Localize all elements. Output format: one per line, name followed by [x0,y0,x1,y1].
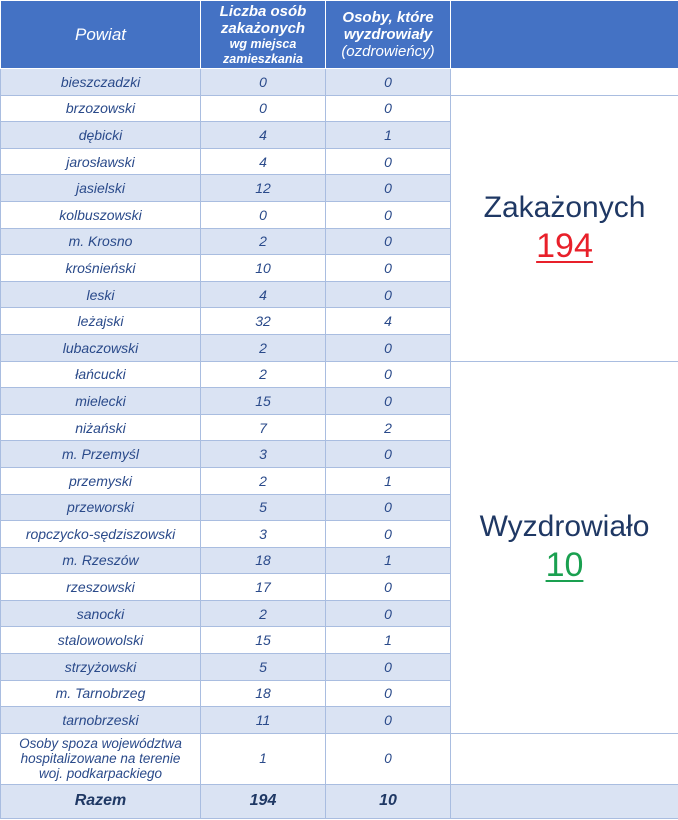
cell-recovered: 0 [326,95,451,122]
cell-recovered: 0 [326,654,451,681]
cell-name: leżajski [1,308,201,335]
extra-line2: hospitalizowane na terenie [20,751,181,767]
cell-name: mielecki [1,388,201,415]
table-row-total [1,784,678,818]
cell-name: łańcucki [1,361,201,388]
cell-recovered: 1 [326,627,451,654]
cell-recovered: 0 [326,441,451,468]
cell-name: stalowowolski [1,627,201,654]
total-label: Razem [1,784,201,818]
cell-infected: 2 [201,361,326,388]
recovered-summary-value: 10 [545,546,584,585]
cell-infected: 3 [201,521,326,548]
table-row-extra [1,733,678,784]
header-recovered-line3: (ozdrowieńcy) [341,43,435,60]
cell-recovered: 0 [326,707,451,734]
cell-infected: 15 [201,388,326,415]
header-infected [201,1,326,69]
cell-recovered: 0 [326,361,451,388]
header-recovered [326,1,451,69]
cell-name: sanocki [1,600,201,627]
cell-name: m. Krosno [1,228,201,255]
recovered-summary-label: Wyzdrowiało [479,510,650,544]
cell-infected: 15 [201,627,326,654]
cell-recovered: 2 [326,414,451,441]
cell-infected: 4 [201,122,326,149]
infected-summary-label: Zakażonych [483,191,646,225]
total-infected: 194 [201,784,326,818]
cell-recovered: 4 [326,308,451,335]
cell-infected: 18 [201,547,326,574]
cell-infected: 0 [201,201,326,228]
cell-name: brzozowski [1,95,201,122]
header-infected-line1: Liczba osób [219,2,307,20]
header-powiat: Powiat [1,1,201,69]
cell-infected: 2 [201,334,326,361]
header-recovered-line2: wyzdrowiały [343,26,433,43]
cell-name: m. Rzeszów [1,547,201,574]
extra-infected: 1 [201,733,326,784]
header-blank [451,1,678,69]
cell-recovered: 0 [326,228,451,255]
header-infected-line3: wg miejsca [229,36,297,51]
table-row [1,69,678,96]
infected-summary [451,95,678,361]
cell-name: lubaczowski [1,334,201,361]
cell-infected: 4 [201,148,326,175]
extra-line1: Osoby spoza województwa [19,736,182,752]
side-blank-top [451,69,678,96]
cell-infected: 32 [201,308,326,335]
cell-name: dębicki [1,122,201,149]
cell-recovered: 0 [326,281,451,308]
cell-infected: 4 [201,281,326,308]
cell-infected: 5 [201,494,326,521]
cell-recovered: 0 [326,334,451,361]
cell-name: m. Przemyśl [1,441,201,468]
cell-infected: 3 [201,441,326,468]
table-row [1,361,678,388]
cell-infected: 0 [201,69,326,96]
cell-recovered: 0 [326,388,451,415]
cell-recovered: 0 [326,494,451,521]
cell-name: przemyski [1,467,201,494]
header-row [1,1,678,69]
total-recovered: 10 [326,784,451,818]
cell-recovered: 0 [326,521,451,548]
header-infected-line4: zamieszkania [223,51,303,66]
cell-name: bieszczadzki [1,69,201,96]
cell-infected: 12 [201,175,326,202]
cell-infected: 18 [201,680,326,707]
cell-recovered: 1 [326,547,451,574]
cell-name: leski [1,281,201,308]
cell-infected: 2 [201,600,326,627]
cell-recovered: 0 [326,201,451,228]
cell-infected: 7 [201,414,326,441]
cell-name: rzeszowski [1,574,201,601]
cell-infected: 10 [201,255,326,282]
cell-infected: 11 [201,707,326,734]
cell-recovered: 0 [326,680,451,707]
cell-name: krośnieński [1,255,201,282]
table-row [1,95,678,122]
cell-name: przeworski [1,494,201,521]
cell-name: ropczycko-sędziszowski [1,521,201,548]
infected-summary-value: 194 [536,227,593,266]
header-infected-line2: zakażonych [220,19,306,37]
extra-name [1,733,201,784]
total-blank [451,784,678,818]
cell-recovered: 0 [326,255,451,282]
cell-recovered: 1 [326,122,451,149]
extra-blank [451,733,678,784]
cell-name: tarnobrzeski [1,707,201,734]
cell-recovered: 0 [326,175,451,202]
cell-infected: 2 [201,228,326,255]
cell-name: strzyżowski [1,654,201,681]
cell-recovered: 0 [326,600,451,627]
cell-infected: 0 [201,95,326,122]
extra-recovered: 0 [326,733,451,784]
cell-infected: 5 [201,654,326,681]
cell-infected: 17 [201,574,326,601]
extra-line3: woj. podkarpackiego [38,766,163,782]
cell-name: jarosławski [1,148,201,175]
cell-name: kolbuszowski [1,201,201,228]
cell-recovered: 0 [326,148,451,175]
cell-name: m. Tarnobrzeg [1,680,201,707]
recovered-summary [451,361,678,733]
header-recovered-line1: Osoby, które [342,9,434,26]
cell-infected: 2 [201,467,326,494]
cell-recovered: 1 [326,467,451,494]
cell-recovered: 0 [326,574,451,601]
cell-name: niżański [1,414,201,441]
cell-name: jasielski [1,175,201,202]
cell-recovered: 0 [326,69,451,96]
